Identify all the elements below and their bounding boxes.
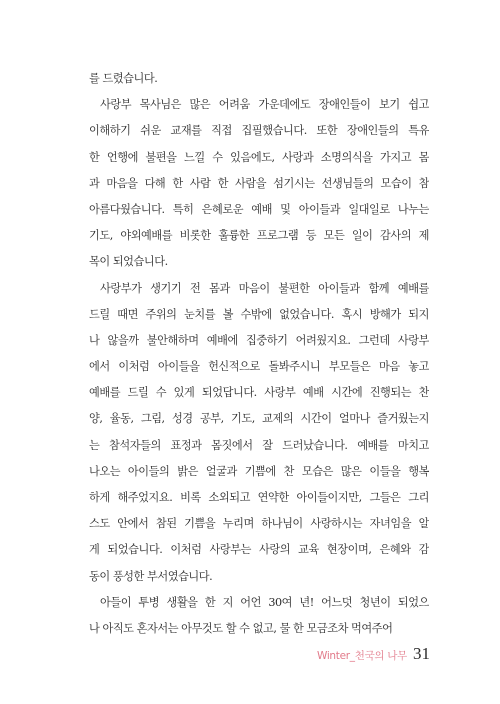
text-line: 나오는 아이들의 밝은 얼굴과 기쁨에 찬 모습은 많은 이들을 행복 <box>89 464 429 478</box>
paragraph <box>89 276 429 590</box>
text-line: 사랑부가 생기기 전 몸과 마음이 불편한 아이들과 함께 예배를 <box>100 281 429 295</box>
page-footer <box>317 644 430 664</box>
text-line: 양, 율동, 그림, 성경 공부, 기도, 교제의 시간이 얼마나 즐거웠는지 <box>89 412 429 426</box>
text-line: 는 참석자들의 표정과 몸짓에서 잘 드러났습니다. 예배를 마치고 <box>89 438 429 452</box>
text-line: 아들이 투병 생활을 한 지 어언 30여 년! 어느덧 청년이 되었으 <box>100 595 429 609</box>
text-line: 하게 해주었지요. 비록 소외되고 연약한 아이들이지만, 그들은 그리 <box>89 491 429 504</box>
text-line: 한 언행에 불편을 느낄 수 있음에도, 사랑과 소명의식을 가지고 몸 <box>89 150 429 164</box>
text-line: 에서 이처럼 아이들을 헌신적으로 돌봐주시니 부모들은 마음 놓고 <box>89 360 429 374</box>
page-number: 31 <box>413 644 430 663</box>
text-line: 이해하기 쉬운 교재를 직접 집필했습니다. 또한 장애인들의 특유 <box>89 124 429 138</box>
paragraph <box>89 92 429 275</box>
text-line: 게 되었습니다. 이처럼 사랑부는 사랑의 교육 현장이며, 은혜와 감 <box>89 543 429 557</box>
body-text <box>89 66 429 642</box>
text-line: 예배를 드릴 수 있게 되었답니다. 사랑부 예배 시간에 진행되는 찬 <box>89 386 429 400</box>
text-line: 스도 안에서 참된 기쁨을 누리며 하나님이 사랑하시는 자녀임을 알 <box>89 517 429 531</box>
text-line: 기도, 야외예배를 비롯한 훌륭한 프로그램 등 모든 일이 감사의 제 <box>89 229 429 243</box>
text-line: 목이 되었습니다. <box>89 255 168 269</box>
text-line: 나 않을까 불안해하며 예배에 집중하기 어려웠지요. 그런데 사랑부 <box>89 333 429 347</box>
text-line: 과 마음을 다해 한 사람 한 사람을 섬기시는 선생님들의 모습이 참 <box>89 176 429 190</box>
paragraph <box>89 590 429 642</box>
text-line: 동이 풍성한 부서였습니다. <box>89 569 213 583</box>
text-line: 나 아직도 혼자서는 아무것도 할 수 없고, 물 한 모금조차 먹여주어 <box>89 621 393 635</box>
text-line: 드릴 때면 주위의 눈치를 볼 수밖에 없었습니다. 혹시 방해가 되지 <box>89 307 429 321</box>
text-line: 를 드렸습니다. <box>89 72 158 85</box>
paragraph <box>89 66 429 92</box>
text-line: 아름다웠습니다. 특히 은혜로운 예배 및 아이들과 일대일로 나누는 <box>89 202 429 216</box>
running-title: Winter_천국의 나무 <box>316 650 407 662</box>
text-line: 사랑부 목사님은 많은 어려움 가운데에도 장애인들이 보기 쉽고 <box>100 98 429 112</box>
